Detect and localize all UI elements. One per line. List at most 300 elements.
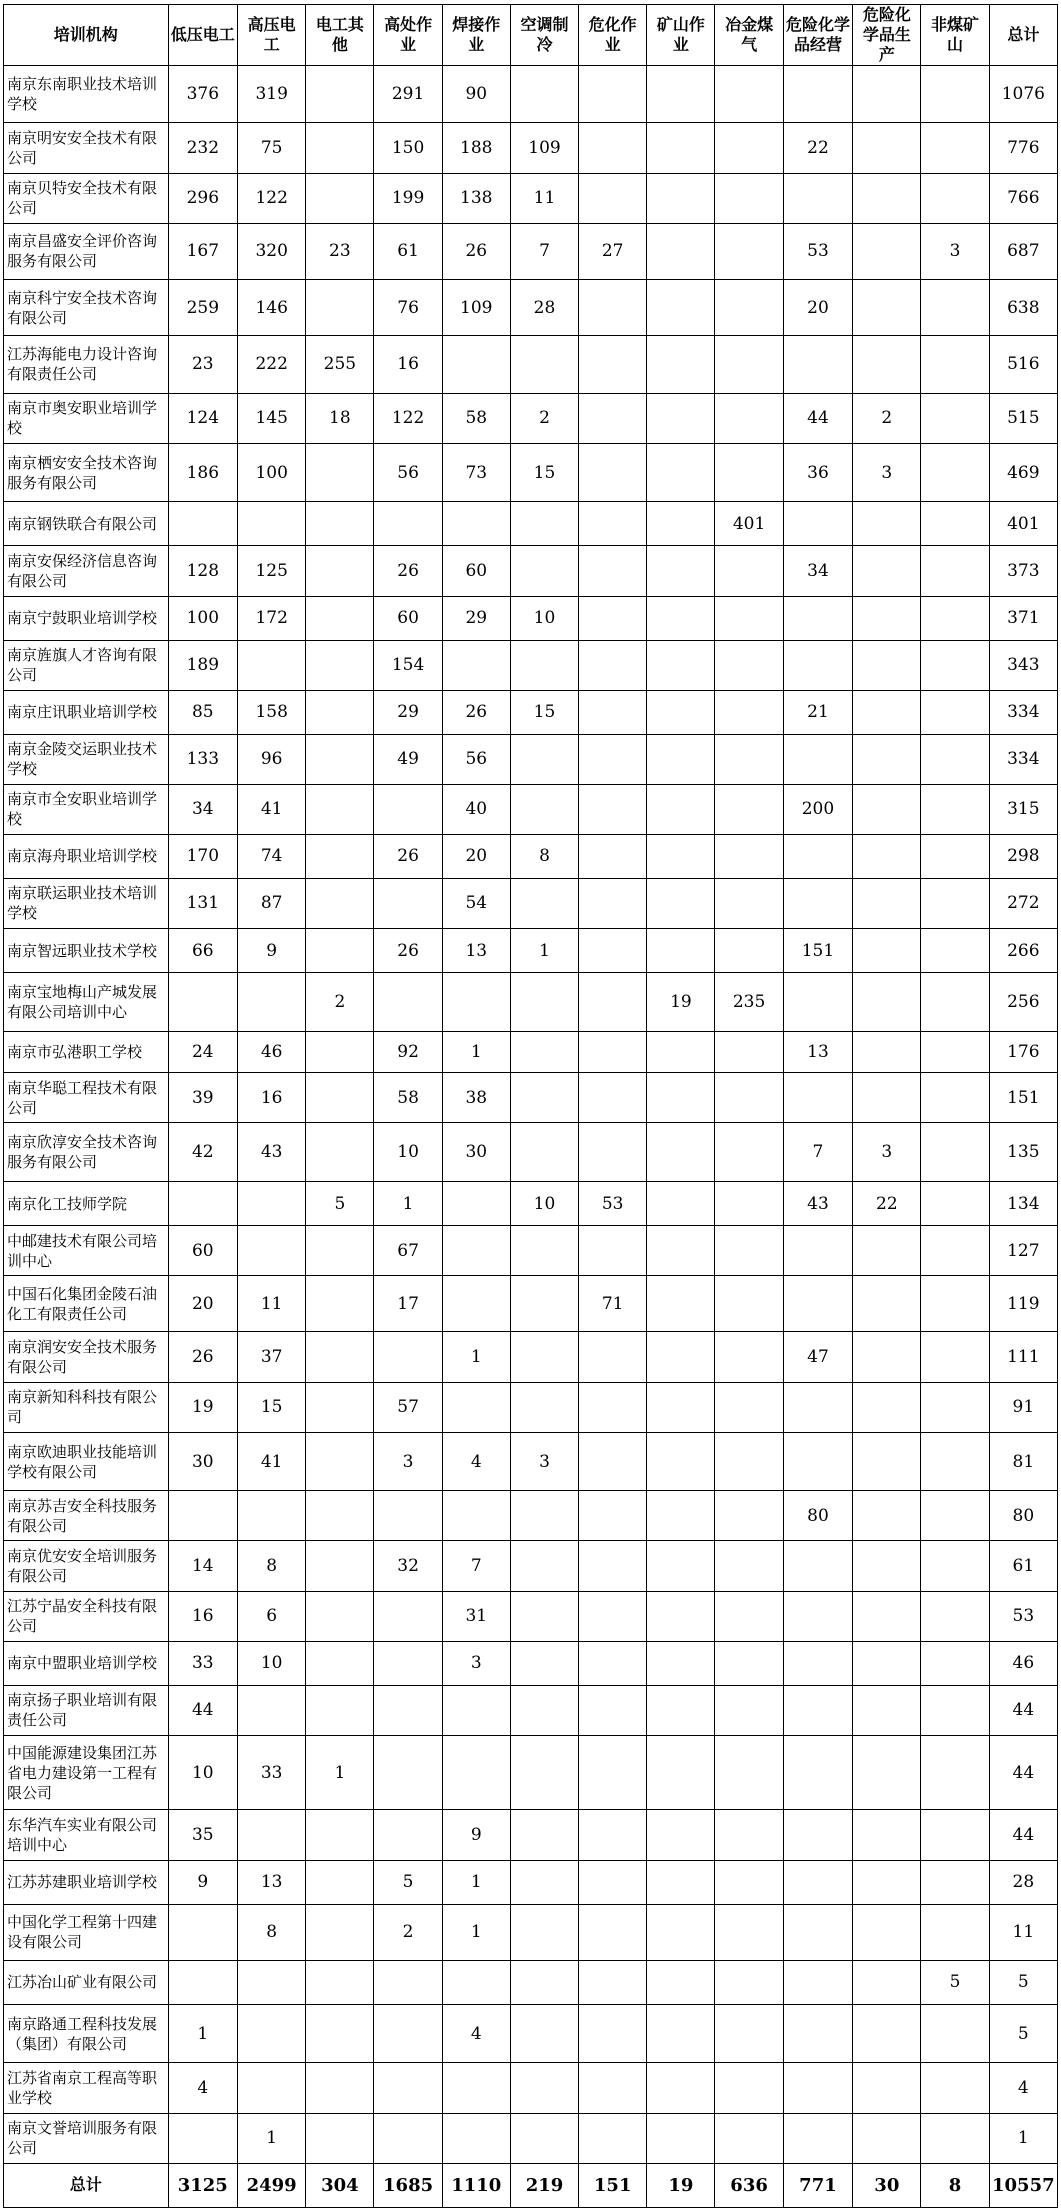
- count-cell: [647, 1332, 715, 1382]
- column-total-cell: 636: [715, 2163, 783, 2207]
- count-cell: 8: [238, 1904, 306, 1960]
- row-total-cell: 134: [989, 1182, 1057, 1226]
- count-cell: [510, 1123, 578, 1182]
- row-total-cell: 334: [989, 734, 1057, 784]
- count-cell: 16: [374, 336, 442, 393]
- count-cell: [647, 734, 715, 784]
- count-cell: [579, 834, 647, 878]
- count-cell: [647, 1641, 715, 1685]
- header-low-voltage: 低压电工: [168, 5, 238, 66]
- row-total-cell: 776: [989, 123, 1057, 173]
- count-cell: 42: [168, 1123, 238, 1182]
- count-cell: [647, 1810, 715, 1860]
- row-total-cell: 766: [989, 173, 1057, 223]
- count-cell: [510, 1685, 578, 1735]
- row-total-cell: 44: [989, 1810, 1057, 1860]
- count-cell: 109: [442, 279, 510, 335]
- count-cell: [579, 1073, 647, 1123]
- count-cell: [647, 640, 715, 690]
- org-name-cell: 东华汽车实业有限公司培训中心: [4, 1810, 169, 1860]
- count-cell: 41: [238, 1432, 306, 1491]
- count-cell: 67: [374, 1226, 442, 1276]
- count-cell: [921, 123, 989, 173]
- count-cell: 20: [442, 834, 510, 878]
- count-cell: [921, 1073, 989, 1123]
- count-cell: 11: [238, 1276, 306, 1332]
- count-cell: [579, 502, 647, 546]
- count-cell: [853, 784, 921, 834]
- column-total-cell: 151: [579, 2163, 647, 2207]
- count-cell: [647, 66, 715, 123]
- count-cell: [783, 1382, 853, 1432]
- count-cell: [647, 336, 715, 393]
- count-cell: [579, 784, 647, 834]
- count-cell: 27: [579, 223, 647, 279]
- count-cell: [306, 1491, 374, 1541]
- count-cell: [510, 1591, 578, 1641]
- count-cell: [579, 1226, 647, 1276]
- count-cell: 122: [238, 173, 306, 223]
- count-cell: [853, 66, 921, 123]
- count-cell: [647, 123, 715, 173]
- count-cell: 125: [238, 546, 306, 596]
- row-total-cell: 111: [989, 1332, 1057, 1382]
- count-cell: [647, 173, 715, 223]
- column-total-cell: 771: [783, 2163, 853, 2207]
- table-row: [4, 1641, 1058, 1685]
- count-cell: [579, 1641, 647, 1685]
- count-cell: [579, 1685, 647, 1735]
- org-name-cell: 南京市奥安职业培训学校: [4, 393, 169, 443]
- count-cell: [715, 734, 783, 784]
- count-cell: [921, 173, 989, 223]
- table-row: [4, 1541, 1058, 1591]
- count-cell: [783, 640, 853, 690]
- row-total-cell: 371: [989, 596, 1057, 640]
- count-cell: 1: [306, 1735, 374, 1810]
- count-cell: [306, 2063, 374, 2113]
- count-cell: [238, 640, 306, 690]
- column-total-cell: 304: [306, 2163, 374, 2207]
- count-cell: 39: [168, 1073, 238, 1123]
- count-cell: [853, 2063, 921, 2113]
- org-name-cell: 南京中盟职业培训学校: [4, 1641, 169, 1685]
- count-cell: [921, 66, 989, 123]
- count-cell: [783, 1591, 853, 1641]
- count-cell: [853, 279, 921, 335]
- count-cell: [238, 1960, 306, 2004]
- count-cell: 33: [168, 1641, 238, 1685]
- count-cell: [853, 1541, 921, 1591]
- table-row: [4, 2113, 1058, 2163]
- count-cell: [853, 1591, 921, 1641]
- count-cell: [647, 1541, 715, 1591]
- count-cell: 133: [168, 734, 238, 784]
- count-cell: 8: [238, 1541, 306, 1591]
- count-cell: [374, 973, 442, 1032]
- count-cell: [238, 2063, 306, 2113]
- table-row: [4, 929, 1058, 973]
- count-cell: [510, 1904, 578, 1960]
- count-cell: [306, 2004, 374, 2063]
- row-total-cell: 4: [989, 2063, 1057, 2113]
- count-cell: [921, 2004, 989, 2063]
- table-row: [4, 502, 1058, 546]
- count-cell: [853, 596, 921, 640]
- count-cell: 199: [374, 173, 442, 223]
- count-cell: [579, 1810, 647, 1860]
- table-row: [4, 1226, 1058, 1276]
- count-cell: [238, 1226, 306, 1276]
- count-cell: [579, 173, 647, 223]
- count-cell: 18: [306, 393, 374, 443]
- count-cell: 122: [374, 393, 442, 443]
- table-row: [4, 336, 1058, 393]
- count-cell: [715, 1685, 783, 1735]
- count-cell: [853, 546, 921, 596]
- count-cell: [238, 1810, 306, 1860]
- count-cell: [306, 784, 374, 834]
- count-cell: 66: [168, 929, 238, 973]
- count-cell: [921, 878, 989, 928]
- table-row: [4, 878, 1058, 928]
- count-cell: [442, 2113, 510, 2163]
- count-cell: [853, 1382, 921, 1432]
- org-name-cell: 南京润安安全技术服务有限公司: [4, 1332, 169, 1382]
- count-cell: 2: [853, 393, 921, 443]
- count-cell: [579, 690, 647, 734]
- count-cell: [783, 1073, 853, 1123]
- org-name-cell: 中邮建技术有限公司培训中心: [4, 1226, 169, 1276]
- count-cell: [783, 1810, 853, 1860]
- count-cell: [647, 596, 715, 640]
- count-cell: [374, 1810, 442, 1860]
- count-cell: [647, 2113, 715, 2163]
- count-cell: [921, 2113, 989, 2163]
- count-cell: [853, 1432, 921, 1491]
- count-cell: [921, 546, 989, 596]
- count-cell: [783, 173, 853, 223]
- count-cell: [853, 734, 921, 784]
- count-cell: 5: [374, 1860, 442, 1904]
- org-name-cell: 南京欧迪职业技能培训学校有限公司: [4, 1432, 169, 1491]
- count-cell: 10: [374, 1123, 442, 1182]
- count-cell: [442, 973, 510, 1032]
- count-cell: 75: [238, 123, 306, 173]
- count-cell: [647, 393, 715, 443]
- count-cell: 57: [374, 1382, 442, 1432]
- column-total-cell: 8: [921, 2163, 989, 2207]
- count-cell: [921, 690, 989, 734]
- count-cell: [647, 1491, 715, 1541]
- count-cell: 23: [168, 336, 238, 393]
- count-cell: [510, 1541, 578, 1591]
- count-cell: [647, 1432, 715, 1491]
- count-cell: [306, 1382, 374, 1432]
- count-cell: 23: [306, 223, 374, 279]
- count-cell: 138: [442, 173, 510, 223]
- count-cell: 172: [238, 596, 306, 640]
- count-cell: [647, 443, 715, 502]
- count-cell: [921, 1591, 989, 1641]
- count-cell: 14: [168, 1541, 238, 1591]
- count-cell: [715, 784, 783, 834]
- count-cell: 26: [374, 834, 442, 878]
- count-cell: [921, 929, 989, 973]
- count-cell: 13: [238, 1860, 306, 1904]
- count-cell: 4: [442, 1432, 510, 1491]
- count-cell: [579, 1960, 647, 2004]
- table-row: [4, 734, 1058, 784]
- count-cell: [715, 834, 783, 878]
- count-cell: 49: [374, 734, 442, 784]
- count-cell: 53: [783, 223, 853, 279]
- row-total-cell: 5: [989, 2004, 1057, 2063]
- count-cell: [921, 1276, 989, 1332]
- count-cell: [715, 443, 783, 502]
- table-row: [4, 279, 1058, 335]
- row-total-cell: 127: [989, 1226, 1057, 1276]
- count-cell: 46: [238, 1031, 306, 1073]
- count-cell: 96: [238, 734, 306, 784]
- count-cell: [921, 279, 989, 335]
- count-cell: 13: [783, 1031, 853, 1073]
- count-cell: [579, 393, 647, 443]
- count-cell: [647, 834, 715, 878]
- org-name-cell: 江苏宁晶安全科技有限公司: [4, 1591, 169, 1641]
- row-total-cell: 135: [989, 1123, 1057, 1182]
- count-cell: [715, 1073, 783, 1123]
- table-row: [4, 834, 1058, 878]
- count-cell: [306, 690, 374, 734]
- row-total-cell: 80: [989, 1491, 1057, 1541]
- count-cell: [853, 1226, 921, 1276]
- count-cell: 29: [374, 690, 442, 734]
- count-cell: 255: [306, 336, 374, 393]
- count-cell: 6: [238, 1591, 306, 1641]
- count-cell: 76: [374, 279, 442, 335]
- count-cell: [783, 336, 853, 393]
- count-cell: [647, 1276, 715, 1332]
- count-cell: 71: [579, 1276, 647, 1332]
- table-row: [4, 1382, 1058, 1432]
- count-cell: [510, 784, 578, 834]
- count-cell: [168, 1182, 238, 1226]
- count-cell: [921, 1031, 989, 1073]
- count-cell: 7: [442, 1541, 510, 1591]
- count-cell: 87: [238, 878, 306, 928]
- count-cell: [715, 640, 783, 690]
- count-cell: 188: [442, 123, 510, 173]
- row-total-cell: 638: [989, 279, 1057, 335]
- count-cell: [921, 1860, 989, 1904]
- count-cell: [647, 1073, 715, 1123]
- count-cell: [442, 1276, 510, 1332]
- count-cell: 4: [168, 2063, 238, 2113]
- row-total-cell: 28: [989, 1860, 1057, 1904]
- count-cell: [853, 973, 921, 1032]
- count-cell: [510, 973, 578, 1032]
- count-cell: [510, 1226, 578, 1276]
- table-row: [4, 1810, 1058, 1860]
- count-cell: [238, 2004, 306, 2063]
- count-cell: [715, 336, 783, 393]
- count-cell: [715, 596, 783, 640]
- count-cell: 1: [442, 1904, 510, 1960]
- count-cell: [921, 502, 989, 546]
- row-total-cell: 53: [989, 1591, 1057, 1641]
- count-cell: [374, 784, 442, 834]
- count-cell: 73: [442, 443, 510, 502]
- count-cell: [921, 1382, 989, 1432]
- count-cell: 1: [168, 2004, 238, 2063]
- row-total-cell: 44: [989, 1735, 1057, 1810]
- count-cell: 37: [238, 1332, 306, 1382]
- count-cell: [783, 1904, 853, 1960]
- count-cell: [238, 502, 306, 546]
- count-cell: [921, 336, 989, 393]
- table-row: [4, 596, 1058, 640]
- count-cell: [783, 2113, 853, 2163]
- count-cell: [374, 2113, 442, 2163]
- count-cell: [715, 1904, 783, 1960]
- count-cell: [715, 1182, 783, 1226]
- count-cell: [715, 1491, 783, 1541]
- count-cell: [374, 1491, 442, 1541]
- org-name-cell: 中国石化集团金陵石油化工有限责任公司: [4, 1276, 169, 1332]
- count-cell: [647, 1685, 715, 1735]
- table-row: [4, 443, 1058, 502]
- table-row: [4, 1735, 1058, 1810]
- count-cell: 3: [510, 1432, 578, 1491]
- count-cell: [442, 1382, 510, 1432]
- row-total-cell: 272: [989, 878, 1057, 928]
- count-cell: [783, 1685, 853, 1735]
- count-cell: 158: [238, 690, 306, 734]
- table-row: [4, 173, 1058, 223]
- row-total-cell: 373: [989, 546, 1057, 596]
- count-cell: [647, 1382, 715, 1432]
- count-cell: [647, 1591, 715, 1641]
- column-total-cell: 1110: [442, 2163, 510, 2207]
- count-cell: [921, 1735, 989, 1810]
- count-cell: [579, 929, 647, 973]
- count-cell: [853, 1332, 921, 1382]
- count-cell: [306, 123, 374, 173]
- count-cell: [647, 1904, 715, 1960]
- count-cell: [579, 640, 647, 690]
- count-cell: [921, 596, 989, 640]
- count-cell: [579, 279, 647, 335]
- count-cell: [442, 1685, 510, 1735]
- header-mining-operation: 矿山作业: [647, 5, 715, 66]
- count-cell: [853, 834, 921, 878]
- count-cell: [306, 1904, 374, 1960]
- count-cell: 15: [238, 1382, 306, 1432]
- org-name-cell: 南京市全安职业培训学校: [4, 784, 169, 834]
- org-name-cell: 南京化工技师学院: [4, 1182, 169, 1226]
- row-total-cell: 81: [989, 1432, 1057, 1491]
- count-cell: [853, 1860, 921, 1904]
- org-name-cell: 南京路通工程科技发展（集团）有限公司: [4, 2004, 169, 2063]
- count-cell: [168, 1960, 238, 2004]
- count-cell: 1: [442, 1332, 510, 1382]
- table-row: [4, 66, 1058, 123]
- count-cell: [442, 1735, 510, 1810]
- row-total-cell: 1: [989, 2113, 1057, 2163]
- count-cell: [510, 734, 578, 784]
- count-cell: [853, 878, 921, 928]
- count-cell: 259: [168, 279, 238, 335]
- count-cell: 3: [374, 1432, 442, 1491]
- column-total-cell: 1685: [374, 2163, 442, 2207]
- count-cell: 232: [168, 123, 238, 173]
- count-cell: 376: [168, 66, 238, 123]
- count-cell: [168, 973, 238, 1032]
- table-row: [4, 2063, 1058, 2113]
- count-cell: [921, 1123, 989, 1182]
- table-row: [4, 393, 1058, 443]
- column-total-cell: 3125: [168, 2163, 238, 2207]
- count-cell: [579, 546, 647, 596]
- count-cell: [853, 2113, 921, 2163]
- count-cell: 11: [510, 173, 578, 223]
- count-cell: [715, 929, 783, 973]
- count-cell: 19: [647, 973, 715, 1032]
- org-name-cell: 南京东南职业技术培训学校: [4, 66, 169, 123]
- count-cell: [306, 66, 374, 123]
- count-cell: 291: [374, 66, 442, 123]
- org-name-cell: 南京旌旗人才咨询有限公司: [4, 640, 169, 690]
- count-cell: 319: [238, 66, 306, 123]
- count-cell: [510, 66, 578, 123]
- count-cell: [783, 2004, 853, 2063]
- count-cell: [579, 1491, 647, 1541]
- count-cell: 1: [442, 1860, 510, 1904]
- count-cell: 296: [168, 173, 238, 223]
- count-cell: [853, 640, 921, 690]
- count-cell: [715, 123, 783, 173]
- count-cell: [306, 173, 374, 223]
- count-cell: [647, 279, 715, 335]
- count-cell: [853, 1641, 921, 1685]
- org-name-cell: 南京宝地梅山产城发展有限公司培训中心: [4, 973, 169, 1032]
- count-cell: 222: [238, 336, 306, 393]
- count-cell: 31: [442, 1591, 510, 1641]
- count-cell: [647, 502, 715, 546]
- count-cell: [510, 1960, 578, 2004]
- org-name-cell: 南京科宁安全技术咨询有限公司: [4, 279, 169, 335]
- count-cell: [715, 2113, 783, 2163]
- count-cell: [579, 443, 647, 502]
- row-total-cell: 315: [989, 784, 1057, 834]
- org-name-cell: 南京庄讯职业培训学校: [4, 690, 169, 734]
- count-cell: 100: [168, 596, 238, 640]
- count-cell: 30: [442, 1123, 510, 1182]
- count-cell: [715, 1031, 783, 1073]
- table-body: [4, 66, 1058, 2208]
- table-row: [4, 123, 1058, 173]
- count-cell: [510, 1735, 578, 1810]
- count-cell: 1: [510, 929, 578, 973]
- count-cell: [510, 2113, 578, 2163]
- count-cell: [647, 690, 715, 734]
- count-cell: 2: [374, 1904, 442, 1960]
- count-cell: [647, 1960, 715, 2004]
- count-cell: 80: [783, 1491, 853, 1541]
- header-hazchem-operation: 危化作业: [579, 5, 647, 66]
- count-cell: [647, 223, 715, 279]
